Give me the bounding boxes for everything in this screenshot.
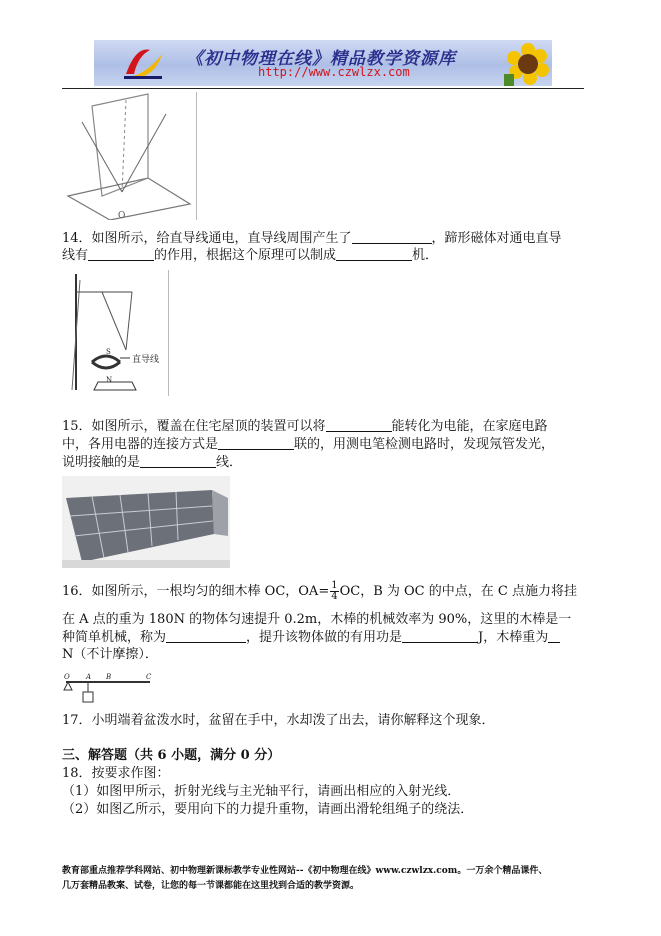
figure-q16-lever: [62, 670, 154, 706]
wire-magnet-diagram: [62, 270, 168, 396]
fig-label-wire: 直导线: [132, 355, 160, 365]
lever-diagram: [62, 670, 154, 706]
lever-label-c: C: [146, 673, 152, 681]
figure-q13-light-reflection: [62, 92, 196, 220]
figure-divider: [196, 92, 197, 220]
q15-blank-1[interactable]: [326, 417, 392, 432]
q15-text-2b: 联的，用测电笔检测电路时，发现氖管发光，: [294, 437, 555, 452]
q14-line-2: [62, 245, 438, 266]
banner-title: 《初中物理在线》精品教学资源库: [186, 49, 456, 69]
q18-line-1: 18．按要求作图：: [62, 766, 170, 781]
lever-label-a: A: [86, 673, 92, 681]
q16-blank-1[interactable]: [166, 628, 246, 643]
q16-line-1: [62, 580, 577, 604]
header-banner: [94, 40, 552, 86]
figure-q14-wire-magnet: [62, 270, 168, 396]
fig-label-s: S: [106, 348, 111, 356]
fig-label-n: N: [106, 376, 113, 384]
footer-line-1: 教育部重点推荐学科网站、初中物理新课标教学专业性网站--《初中物理在线》www.czwlzx.com。一万余个精品课件、: [62, 866, 548, 876]
q15-text-1a: 15．如图所示，覆盖在住宅屋顶的装置可以将: [62, 419, 326, 434]
q16-text-1b: OC，B 为 OC 的中点，在 C 点施力将挂: [339, 584, 577, 599]
page-footer: [62, 864, 547, 894]
q16-text-3c: J，木棒重为: [478, 630, 549, 645]
q16-line-4: [62, 644, 158, 665]
q16-text-3b: ，提升该物体做的有用功是: [246, 630, 403, 645]
q14-blank-1[interactable]: [352, 229, 432, 244]
fraction-denominator: 4: [331, 591, 338, 602]
q16-blank-3[interactable]: [548, 628, 560, 643]
q15-text-1b: 能转化为电能，在家庭电路: [391, 419, 548, 434]
light-reflection-diagram: [62, 92, 196, 220]
q16-text-3a: 种简单机械，称为: [62, 630, 167, 645]
solar-panel-photo: [62, 476, 230, 568]
q16-text-1a: 16．如图所示，一根均匀的细木棒 OC，OA=: [62, 584, 330, 599]
q15-blank-3[interactable]: [140, 453, 216, 468]
q18-line-2: （1）如图甲所示，折射光线与主光轴平行，请画出相应的入射光线．: [62, 784, 461, 799]
q16-blank-2[interactable]: [402, 628, 478, 643]
q15-blank-2[interactable]: [218, 435, 294, 450]
svg-text:O: O: [118, 211, 126, 220]
lever-label-o: O: [64, 673, 70, 681]
section-3-title: 三、解答题（共 6 小题，满分 0 分）: [62, 748, 281, 763]
figure-q15-solar-panel-photo: [62, 476, 230, 568]
q14-text-2b: 的作用，根据这个原理可以制成: [154, 248, 337, 263]
header-rule: [62, 88, 584, 89]
banner-url[interactable]: http://www.czwlzx.com: [258, 65, 410, 79]
q15-text-3b: 线．: [216, 455, 243, 470]
q14-text-1: 14．如图所示，给直导线通电，直导线周围产生了: [62, 231, 352, 246]
q14-blank-2[interactable]: [88, 246, 154, 261]
q18-line-3: （2）如图乙所示，要用向下的力提升重物，请画出滑轮组绳子的绕法．: [62, 802, 474, 817]
fraction-one-quarter: [330, 581, 338, 602]
q17-text: 17．小明端着盆泼水时，盆留在手中，水却泼了出去，请你解释这个现象．: [62, 713, 495, 728]
q16-text-4: N（不计摩擦）．: [62, 647, 158, 662]
q15-text-3a: 说明接触的是: [62, 455, 141, 470]
footer-line-2: 几万套精品教案、试卷，让您的每一节课都能在这里找到合适的教学资源。: [62, 881, 360, 891]
lever-label-b: B: [106, 673, 112, 681]
site-logo-icon: [120, 44, 166, 82]
fraction-numerator: 1: [331, 580, 338, 591]
q14-text-2a: 线有: [62, 248, 89, 263]
q14-text-2c: 机．: [412, 248, 439, 263]
q14-text-1b: ，蹄形磁体对通电直导: [431, 231, 562, 246]
q14-blank-3[interactable]: [336, 246, 412, 261]
q15-text-2a: 中，各用电器的连接方式是: [62, 437, 219, 452]
sunflower-icon: [502, 40, 552, 86]
q17-line: [62, 710, 495, 731]
q15-line-3: [62, 452, 242, 473]
figure-divider-2: [168, 270, 169, 396]
q16-text-2: 在 A 点的重为 180N 的物体匀速提升 0.2m，木棒的机械效率为 90%，这里的木棒是一: [62, 612, 572, 627]
